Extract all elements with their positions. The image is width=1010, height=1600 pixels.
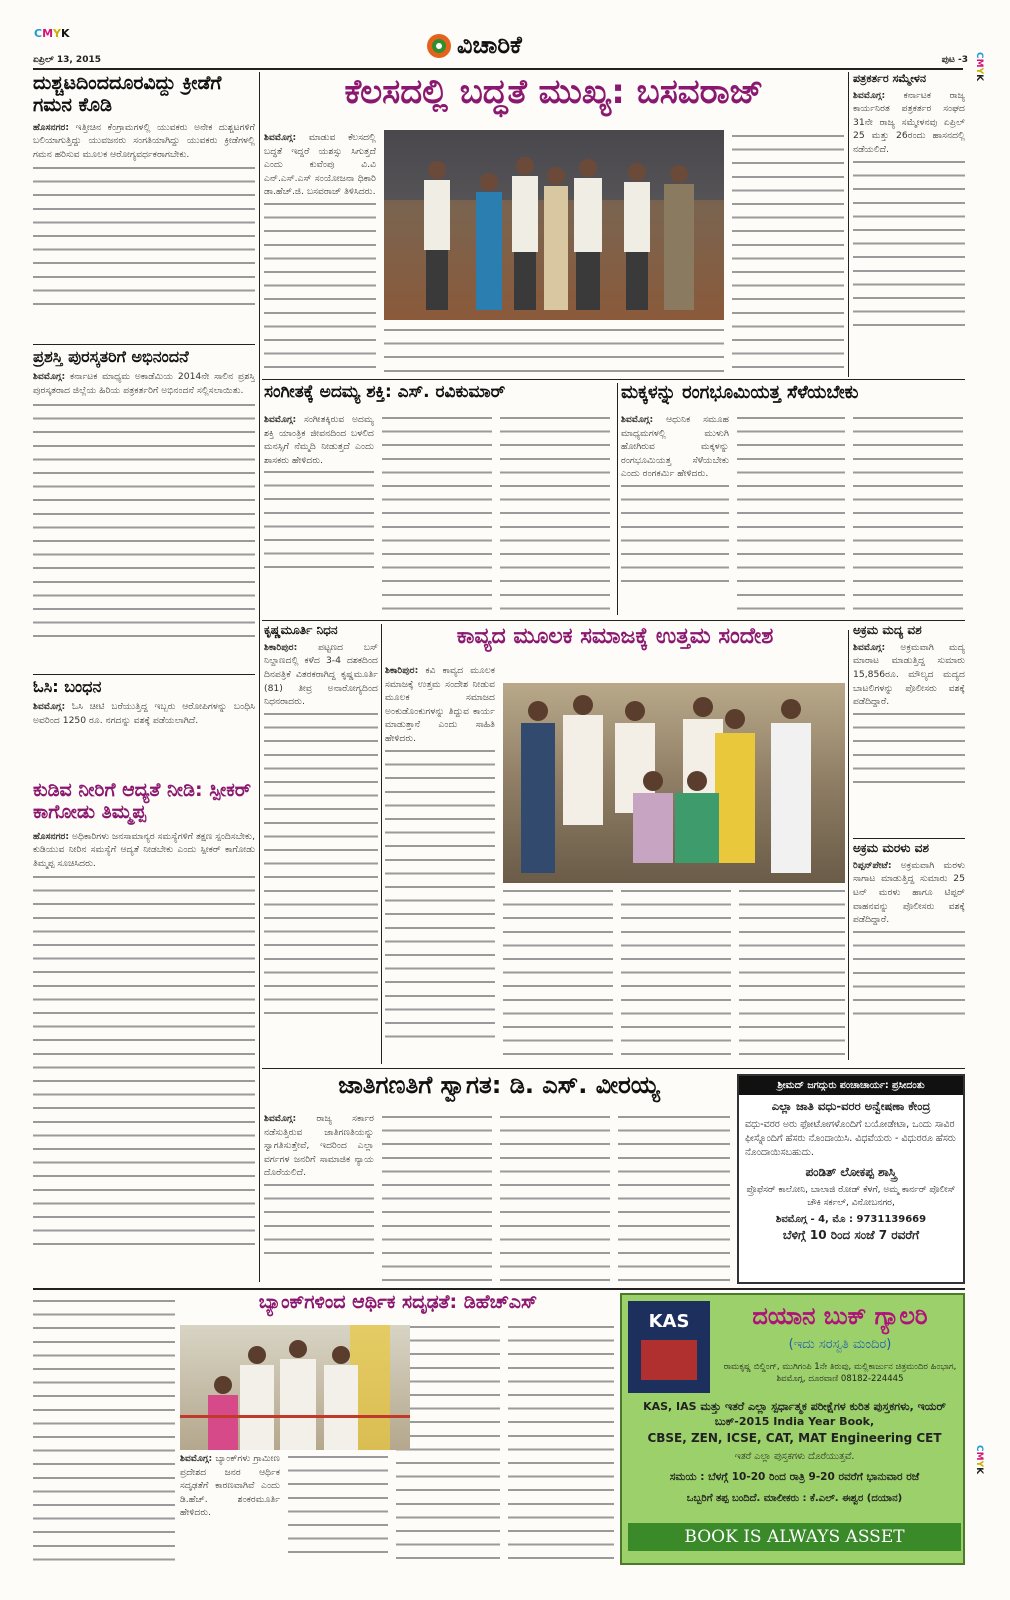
divider <box>262 379 965 380</box>
ad-book-gallery <box>620 1293 965 1565</box>
body-text-lines <box>288 1452 388 1564</box>
cmyk-y: Y <box>53 27 61 40</box>
ad-line-3: ಇತರೆ ಎಲ್ಲಾ ಪುಸ್ತಕಗಳು ದೊರೆಯುತ್ತವೆ. <box>734 1451 855 1462</box>
dateline: ಶಿವಮೊಗ್ಗ: <box>33 701 66 713</box>
headline: ಕೃಷ್ಣಮೂರ್ತಿ ನಿಧನ <box>264 624 338 637</box>
cmyk-c: C <box>34 27 43 40</box>
ad-owner: ಒಬ್ಬರಿಗೆ ತಪ್ಪ ಬಂದಿದೆ. ಮಾಲೀಕರು : ಕೆ.ಎಲ್. ಈಶ್ವರ (ದಯಾನ) <box>686 1493 903 1504</box>
divider <box>262 1068 965 1069</box>
dateline: ಶಿವಮೊಗ್ಗ: <box>264 1113 297 1124</box>
dateline: ಶಿಕಾರಿಪುರ: <box>385 665 419 676</box>
col-rule-2 <box>848 72 849 377</box>
cmyk-m: M <box>42 27 54 40</box>
body-text-lines <box>264 467 374 577</box>
ad-top-banner: ಶ್ರೀಮದ್ ಜಗದ್ಗುರು ಪಂಚಾಚಾರ್ಯ: ಪ್ರಸೀದಂತು <box>739 1076 963 1095</box>
headline: ಪತ್ರಕರ್ತರ ಸಮ್ಮೇಳನ <box>853 73 926 85</box>
article-theatre-children <box>621 383 965 615</box>
article-arrest <box>33 678 255 778</box>
body-text-lines <box>382 413 492 613</box>
divider <box>262 620 965 621</box>
body-text-lines <box>264 199 376 369</box>
ad-address: ರಾಮಕೃಷ್ಣ ಬಿಲ್ಡಿಂಗ್, ಮುಗಿಗಂಪಿ 1ನೇ ತಿರುವು, ಮಲ್ಲಿಕಾರ್ಜುನ ಚಿತ್ರಮಂದಿರ ಹಿಂಭಾಗ, ಶಿವಮೊಗ್ಗ, ದೂರವಾಣಿ 08182-224445 <box>723 1362 957 1384</box>
divider <box>33 344 255 345</box>
headline: ಮಕ್ಕಳನ್ನು ರಂಗಭೂಮಿಯತ್ತ ಸೆಳೆಯಬೇಕು <box>621 383 859 403</box>
lead: ಓಸಿ ಚೀಟಿ ಬರೆಯುತ್ತಿದ್ದ ಇಬ್ಬರು ಆರೋಪಿಗಳನ್ನು ಬಂಧಿಸಿ ಅವರಿಂದ 1250 ರೂ. ನಗದನ್ನು ವಶಕ್ಕೆ ಪಡೆಯಲಾಗಿದೆ. <box>33 701 255 726</box>
headline: ಅಕ್ರಮ ಮರಳು ವಶ <box>853 842 929 855</box>
page-number: ಪುಟ -3 <box>941 55 968 65</box>
ad-matrimony <box>737 1074 965 1284</box>
body-text-lines <box>503 886 613 1062</box>
dateline: ಹೊಸನಗರ: <box>33 121 70 133</box>
body-text-lines <box>500 413 610 613</box>
body-text-lines <box>396 1322 500 1564</box>
article-music <box>264 383 614 615</box>
body-text-lines <box>737 413 845 613</box>
ad-line-1: KAS, IAS ಮತ್ತು ಇತರೆ ಎಲ್ಲಾ ಸ್ಪರ್ಧಾತ್ಮಕ ಪರೀಕ್ಷೆಗಳ ಕುರಿತ ಪುಸ್ತಕಗಳು, ಇಯರ್ ಬುಕ್-2015 India Year Book, <box>643 1400 946 1428</box>
headline: ಸಂಗೀತಕ್ಕೆ ಅದಮ್ಯ ಶಕ್ತಿ: ಎಸ್. ರವಿಕುಮಾರ್ <box>264 383 506 402</box>
ad-timing: ಸಮಯ : ಬೆಳಗ್ಗೆ 10-20 ರಿಂದ ರಾತ್ರಿ 9-20 ರವರೆಗೆ ಭಾನುವಾರ ರಜೆ <box>669 1471 920 1483</box>
dateline: ಶಿವಮೊಗ್ಗ: <box>264 414 297 425</box>
headline: ಅಕ್ರಮ ಮದ್ಯ ವಶ <box>853 624 922 637</box>
body-text-lines <box>33 163 255 313</box>
dateline: ಶಿವಮೊಗ್ಗ: <box>33 371 66 383</box>
body-text-lines <box>618 1112 730 1282</box>
ad-timing: ಬೆಳಿಗ್ಗೆ 10 ರಿಂದ ಸಂಜೆ 7 ರವರೆಗೆ <box>782 1228 920 1243</box>
headline: ಪ್ರಶಸ್ತಿ ಪುರಸ್ಕತರಿಗೆ ಅಭಿನಂದನೆ <box>33 348 189 366</box>
col-rule <box>617 383 618 615</box>
body-text-lines <box>264 1180 374 1260</box>
lead: ಇತ್ತೀಚಿನ ಕೆಂಗ್ರಾಮಗಳಲ್ಲಿ ಯುವಕರು ಅನೇಕ ದುಶ್ಚಟಗಳಿಗೆ ಬಲಿಯಾಗುತ್ತಿದ್ದು ಯುವಜನರು ಸಂಗತಿಯಾಗಿದ್ದು ಯುವಕರು ಕ್ರೀಡೆಗಳಲ್ಲಿ ಗಮನ ಹರಿಸುವ ಮೂಲಕ ಆರೋಗ್ಯವರ್ಧಕರಾಗಬೇಕು. <box>33 121 255 160</box>
lead: ಕರ್ನಾಟಕ ರಾಜ್ಯ ಕಾರ್ಯನಿರತ ಪತ್ರಕರ್ತರ ಸಂಘದ 31ನೇ ರಾಜ್ಯ ಸಮ್ಮೇಳನವು ಏಪ್ರಿಲ್ 25 ಮತ್ತು 26ರಂದು ಹಾಸನದಲ್ಲಿ ನಡೆಯಲಿದೆ. <box>853 89 965 156</box>
divider <box>33 674 255 675</box>
article-award-congrats <box>33 348 255 668</box>
ad-name: ಪಂಡಿತ್ ಲೋಕಪ್ಪ ಶಾಸ್ತ್ರಿ <box>805 1165 897 1180</box>
body-text-lines <box>853 413 963 613</box>
headline: ಓಸಿ: ಬಂಧನ <box>33 678 102 696</box>
dateline: ಶಿವಮೊಗ್ಗ: <box>264 132 297 143</box>
cmyk-marks <box>34 27 104 43</box>
divider <box>853 838 965 839</box>
lead: ಪಟ್ಟಣದ ಬಸ್ ನಿಲ್ದಾಣದಲ್ಲಿ ಕಳೆದ 3-4 ದಶಕದಿಂದ ದಿನಪತ್ರಿಕೆ ವಿತರಕರಾಗಿದ್ದ ಕೃಷ್ಣಮೂರ್ತಿ (81) ತೀವ್ರ ಅನಾರೋಗ್ಯದಿಂದ ನಿಧನರಾದರು. <box>264 641 378 708</box>
article-journalists-conference <box>853 73 965 376</box>
cmyk-k: K <box>61 27 70 40</box>
masthead-rule <box>33 68 963 70</box>
divider-full <box>33 1288 965 1290</box>
book-cover-image <box>628 1301 710 1393</box>
body-text-lines <box>33 1296 175 1566</box>
dateline: ಶಿವಮೊಗ್ಗ: <box>621 414 654 425</box>
col-rule <box>381 624 382 1064</box>
col-rule-3 <box>848 630 849 1060</box>
lead: ಅಧಿಕಾರಿಗಳು ಜನಸಾಮಾನ್ಯರ ಸಮಸ್ಯೆಗಳಿಗೆ ತಕ್ಷಣ ಸ್ಪಂದಿಸಬೇಕು, ಕುಡಿಯುವ ನೀರಿನ ಸಮಸ್ಯೆಗೆ ಆದ್ಯತೆ ನೀಡಬೇಕು ಎಂದು ಸ್ಪೀಕರ್ ಕಾಗೋಡು ತಿಮ್ಮಪ್ಪ ಸೂಚಿಸಿದರು. <box>33 830 255 869</box>
body-text-lines <box>33 400 255 640</box>
article-drinking-water <box>33 780 255 1280</box>
ad-subtitle: (ಇದು ಸರಸ್ವತಿ ಮಂದಿರ) <box>788 1337 892 1352</box>
ad-slogan: BOOK IS ALWAYS ASSET <box>628 1523 961 1551</box>
headline: ಕಾವ್ಯದ ಮೂಲಕ ಸಮಾಜಕ್ಕೆ ಉತ್ತಮ ಸಂದೇಶ <box>456 624 774 649</box>
ad-line-2: CBSE, ZEN, ICSE, CAT, MAT Engineering CET <box>647 1431 942 1445</box>
lead: ಸಂಗೀತಕ್ಕಿರುವ ಅದಮ್ಯ ಶಕ್ತಿ ಯಾಂತ್ರಿಕ ಜೀವನದಿಂದ ಬಳಲಿದ ಮನಸ್ಸಿಗೆ ನೆಮ್ಮದಿ ನೀಡುತ್ತದೆ ಎಂದು ಶಾಸಕರು ಹೇಳಿದರು. <box>264 414 374 466</box>
lead: ಕರ್ನಾಟಕ ಮಾಧ್ಯಮ ಅಕಾಡೆಮಿಯ 2014ನೇ ಸಾಲಿನ ಪ್ರಶಸ್ತಿ ಪುರಸ್ಕತರಾದ ಜಿಲ್ಲೆಯ ಹಿರಿಯ ಪತ್ರಕರ್ತರಿಗೆ ಅಭಿನಂದನೆ ಸಲ್ಲಿಸಲಾಯಿತು. <box>33 371 255 396</box>
body-text-lines <box>385 746 495 1046</box>
lead: ಕವಿ ಕಾವ್ಯದ ಮೂಲಕ ಸಮಾಜಕ್ಕೆ ಉತ್ತಮ ಸಂದೇಶ ನೀಡುವ ಮೂಲಕ ಸಮಾಜದ ಅಂಕುಡೊಂಕುಗಳನ್ನು ತಿದ್ದುವ ಕಾರ್ಯ ಮಾಡುತ್ತಾನೆ ಎಂದು ಸಾಹಿತಿ ಹೇಳಿದರು. <box>385 665 495 744</box>
news-photo-poetry-event <box>503 683 845 883</box>
news-photo-felicitation <box>384 130 724 320</box>
ad-title: ಎಲ್ಲಾ ಜಾತಿ ವಧು-ವರರ ಅನ್ವೇಷಣಾ ಕೇಂದ್ರ <box>771 1099 931 1113</box>
masthead-logo <box>425 26 575 66</box>
article-caste-census <box>264 1072 734 1282</box>
ad-phone: ಶಿವಮೊಗ್ಗ - 4, ಮೊ : 9731139669 <box>775 1214 927 1226</box>
dateline: ಹೊಸನಗರ: <box>33 830 70 842</box>
headline: ಜಾತಿಗಣತಿಗೆ ಸ್ವಾಗತ: ಡಿ. ಎಸ್. ವೀರಯ್ಯ <box>338 1072 660 1099</box>
body-text-lines <box>621 481 729 591</box>
col-rule-1 <box>259 72 260 1282</box>
lead: ಮಾಡುವ ಕೆಲಸದಲ್ಲಿ ಬದ್ಧತೆ ಇದ್ದರೆ ಯಶಸ್ಸು ಸಿಗುತ್ತದೆ ಎಂದು ಕುವೆಂಪು ವಿ.ವಿ ಎನ್.ಎಸ್.ಎಸ್ ಸಂಯೋಜನಾ ಧಿಕಾರಿ ಡಾ.ಹೆಚ್.ಜಿ. ಬಸವರಾಜ್ ತಿಳಿಸಿದರು. <box>264 132 376 198</box>
paper-name: ವಿಚಾರಿಕೆ <box>457 31 522 60</box>
body-text-lines <box>853 927 965 1017</box>
article-illegal-sand <box>853 842 965 1062</box>
lead: ಅಕ್ರಮವಾಗಿ ಮರಳು ಸಾಗಾಟ ಮಾಡುತ್ತಿದ್ದ ಸುಮಾರು 25 ಟನ್ ಮರಳು ಹಾಗೂ ಟಿಪ್ಪರ್ ವಾಹನವನ್ನು ಪೊಲೀಸರು ವಶಕ್ಕೆ ಪಡೆದಿದ್ದಾರೆ. <box>853 859 965 926</box>
body-text-lines <box>264 709 378 1019</box>
lead: ಬ್ಯಾಂಕ್‌ಗಳು ಗ್ರಾಮೀಣ ಪ್ರದೇಶದ ಜನರ ಆರ್ಥಿಕ ಸದೃಢತೆಗೆ ಕಾರಣವಾಗಿವೆ ಎಂದು ಡಿ.ಹೆಚ್. ಶಂಕರಮೂರ್ತಿ ಹೇಳಿದರು. <box>180 1453 280 1519</box>
headline: ಕುಡಿವ ನೀರಿಗೆ ಆದ್ಯತೆ ನೀಡಿ: ಸ್ಪೀಕರ್ ಕಾಗೋಡು ತಿಮ್ಮಪ್ಪ <box>33 780 251 823</box>
body-text-lines <box>853 709 965 789</box>
headline: ಬ್ಯಾಂಕ್‌ಗಳಿಂದ ಆರ್ಥಿಕ ಸದೃಢತೆ: ಡಿಹೆಚ್‌ಎಸ್ <box>258 1292 538 1313</box>
news-photo-bank-inauguration <box>180 1325 410 1450</box>
article-obituary <box>264 624 378 1064</box>
body-text-lines <box>33 872 255 1252</box>
dateline: ಶಿವಮೊಗ್ಗ: <box>180 1453 213 1464</box>
body-text-lines <box>384 325 724 373</box>
article-illegal-liquor <box>853 624 965 834</box>
article-sports-habits <box>33 73 255 341</box>
dateline: ರಿಪ್ಪನ್‌ಪೇಟೆ: <box>853 859 892 871</box>
lead: ಆಧುನಿಕ ಸಮೂಹ ಮಾಧ್ಯಮಗಳಲ್ಲಿ ಮುಳುಗಿ ಹೋಗಿರುವ ಮಕ್ಕಳನ್ನು ರಂಗಭೂಮಿಯತ್ತ ಸೆಳೆಯಬೇಕು ಎಂದು ರಂಗಕರ್ಮಿ ಹೇಳಿದರು. <box>621 414 729 480</box>
body-text-lines <box>621 886 731 1062</box>
cmyk-side-bottom: CMYK <box>974 1445 984 1475</box>
cmyk-side-top: CMYK <box>974 52 984 82</box>
ad-title: ದಯಾನ ಬುಕ್ ಗ್ಯಾಲರಿ <box>752 1302 928 1330</box>
headline: ದುಶ್ಚಟದಿಂದದೂರವಿದ್ದು ಕ್ರೀಡೆಗೆ ಗಮನ ಕೊಡಿ <box>33 73 222 116</box>
book-cover-title: KAS <box>648 1311 690 1332</box>
body-text-lines <box>500 1112 610 1282</box>
body-text-lines <box>853 157 965 327</box>
body-text-lines <box>382 1112 492 1282</box>
dateline: ಶಿವಮೊಗ್ಗ: <box>853 89 886 101</box>
ad-address: ಪ್ರೊಫೆಸರ್ ಕಾಲೋನಿ, ಬಾಲಾಜಿ ರೋಡ್ ಕೆಳಗೆ, ಅಮ್ಮ ಕಾರ್ನರ್ ಪೊಲೀಸ್ ಚೌಕಿ ಸರ್ಕಲ್, ವಿನೋಬನಗರ, <box>746 1185 956 1209</box>
body-text-lines <box>732 131 844 373</box>
body-text-lines <box>739 886 845 1062</box>
dateline: ಶಿಕಾರಿಪುರ: <box>264 641 298 653</box>
issue-date: ಏಪ್ರಿಲ್ 13, 2015 <box>33 55 101 65</box>
lead: ಅಕ್ರಮವಾಗಿ ಮದ್ಯ ಮಾರಾಟ ಮಾಡುತ್ತಿದ್ದ ಸುಮಾರು 15,856ರೂ. ಮೌಲ್ಯದ ಮದ್ಯದ ಬಾಟಲಿಗಳನ್ನು ಪೊಲೀಸರು ವಶಕ್ಕೆ ಪಡೆದಿದ್ದಾರೆ. <box>853 641 965 708</box>
lead: ರಾಜ್ಯ ಸರ್ಕಾರ ನಡೆಸುತ್ತಿರುವ ಜಾತಿಗಣತಿಯನ್ನು ಸ್ವಾಗತಿಸುತ್ತೇವೆ, ಇದರಿಂದ ಎಲ್ಲಾ ವರ್ಗಗಳ ಜನರಿಗೆ ಸಾಮಾಜಿಕ ನ್ಯಾಯ ದೊರೆಯಲಿದೆ. <box>264 1113 374 1179</box>
dateline: ಶಿವಮೊಗ್ಗ: <box>853 641 886 653</box>
ad-body: ವಧು-ವರರ ಅರು ಫೋಟೋಗಳೊಂದಿಗೆ ಬಯೋಡೇಟಾ, ಒಂದು ಸಾವಿರ ಫೀಸ್ನೊಂದಿಗೆ ಹೆಸರು ನೊಂದಾಯಿಸಿ. ವಿಧವೆಯರು - ವಿಧುರರೂ ಹೆಸರು ನೊಂದಾಯಿಸಬಹುದು. <box>745 1119 956 1159</box>
headline: ಕೆಲಸದಲ್ಲಿ ಬದ್ಧತೆ ಮುಖ್ಯ: ಬಸವರಾಜ್ <box>344 73 764 112</box>
body-text-lines <box>508 1322 614 1564</box>
logo-emblem-icon <box>425 32 453 60</box>
